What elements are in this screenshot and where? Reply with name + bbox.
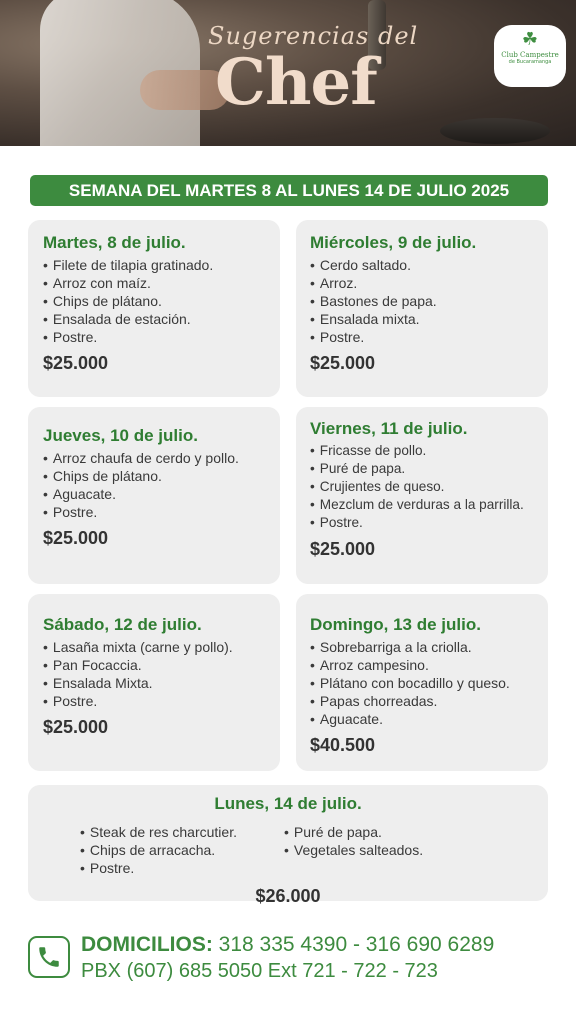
day-title: Lunes, 14 de julio. [214, 794, 362, 813]
day-title: Domingo, 13 de julio. [310, 615, 481, 634]
dish-item: • Chips de plátano. [43, 292, 280, 310]
day-title: Miércoles, 9 de julio. [310, 233, 477, 252]
dish-item: • Filete de tilapia gratinado. [43, 256, 280, 274]
dish-list [43, 449, 280, 521]
menu-card-jueves [28, 407, 280, 584]
day-title: Martes, 8 de julio. [43, 233, 186, 252]
dish-list [284, 823, 423, 859]
menu-card-viernes [296, 407, 548, 584]
price: $40.500 [310, 735, 376, 755]
header-title: Chef [215, 45, 377, 120]
price: $25.000 [43, 353, 109, 373]
dish-item: • Postre. [80, 859, 237, 877]
dish-item: • Fricasse de pollo. [310, 442, 548, 460]
dish-item: • Postre. [43, 692, 280, 710]
contact-info [28, 934, 558, 994]
header-script-title: Sugerencias del [208, 22, 419, 50]
dish-item: • Mezclum de verduras a la parrilla. [310, 496, 548, 514]
dish-list [43, 638, 280, 710]
dish-columns [28, 823, 548, 879]
dish-item: • Sobrebarriga a la criolla. [310, 638, 548, 656]
dish-item: • Puré de papa. [284, 823, 423, 841]
dish-item: • Ensalada de estación. [43, 310, 280, 328]
dish-item: • Ensalada mixta. [310, 310, 548, 328]
price: $25.000 [43, 528, 109, 548]
dish-item: • Ensalada Mixta. [43, 674, 280, 692]
price: $26.000 [255, 886, 321, 906]
dish-item: • Plátano con bocadillo y queso. [310, 674, 548, 692]
dish-item: • Pan Focaccia. [43, 656, 280, 674]
menu-card-domingo [296, 594, 548, 771]
dish-item: • Chips de plátano. [43, 467, 280, 485]
dish-item: • Crujientes de queso. [310, 478, 548, 496]
dish-item: • Cerdo saltado. [310, 256, 548, 274]
menu-card-lunes [28, 785, 548, 906]
price: $25.000 [310, 353, 376, 373]
menu-card-sabado [28, 594, 280, 771]
club-logo [494, 25, 566, 87]
dish-item: • Puré de papa. [310, 460, 548, 478]
dish-list [43, 256, 280, 346]
menu-card-martes [28, 220, 280, 397]
logo-subtext: de Bucaramanga [508, 59, 552, 65]
day-title: Sábado, 12 de julio. [43, 615, 202, 634]
header-banner [0, 0, 576, 146]
dish-item: • Postre. [310, 514, 548, 532]
dish-item: • Arroz. [310, 274, 548, 292]
logo-text: Club Campestre [501, 51, 559, 59]
dish-item: • Aguacate. [310, 710, 548, 728]
phone-icon [28, 936, 70, 978]
dish-list [310, 256, 548, 346]
price: $25.000 [43, 717, 109, 737]
dish-item: • Papas chorreadas. [310, 692, 548, 710]
dish-list [80, 823, 237, 877]
day-title: Jueves, 10 de julio. [43, 426, 198, 445]
pbx-phone[interactable]: PBX (607) 685 5050 Ext 721 - 722 - 723 [81, 960, 438, 982]
dish-item: • Lasaña mixta (carne y pollo). [43, 638, 280, 656]
dish-item: • Steak de res charcutier. [80, 823, 237, 841]
price: $25.000 [310, 539, 376, 559]
dish-item: • Postre. [43, 503, 280, 521]
dish-list [310, 638, 548, 728]
dish-item: • Bastones de papa. [310, 292, 548, 310]
dish-item: • Arroz chaufa de cerdo y pollo. [43, 449, 280, 467]
week-banner: SEMANA DEL MARTES 8 AL LUNES 14 DE JULIO 2025 [30, 175, 548, 206]
dish-item: • Arroz con maíz. [43, 274, 280, 292]
dish-item: • Chips de arracacha. [80, 841, 237, 859]
dish-list [310, 442, 548, 532]
dish-item: • Aguacate. [43, 485, 280, 503]
menu-card-miercoles [296, 220, 548, 397]
delivery-phones[interactable]: 318 335 4390 - 316 690 6289 [212, 933, 495, 956]
club-crest-icon: ☘ [521, 29, 539, 50]
dish-item: • Postre. [310, 328, 548, 346]
dish-item: • Arroz campesino. [310, 656, 548, 674]
dish-item: • Vegetales salteados. [284, 841, 423, 859]
delivery-label: DOMICILIOS: [81, 933, 213, 956]
dish-item: • Postre. [43, 328, 280, 346]
day-title: Viernes, 11 de julio. [310, 419, 468, 438]
